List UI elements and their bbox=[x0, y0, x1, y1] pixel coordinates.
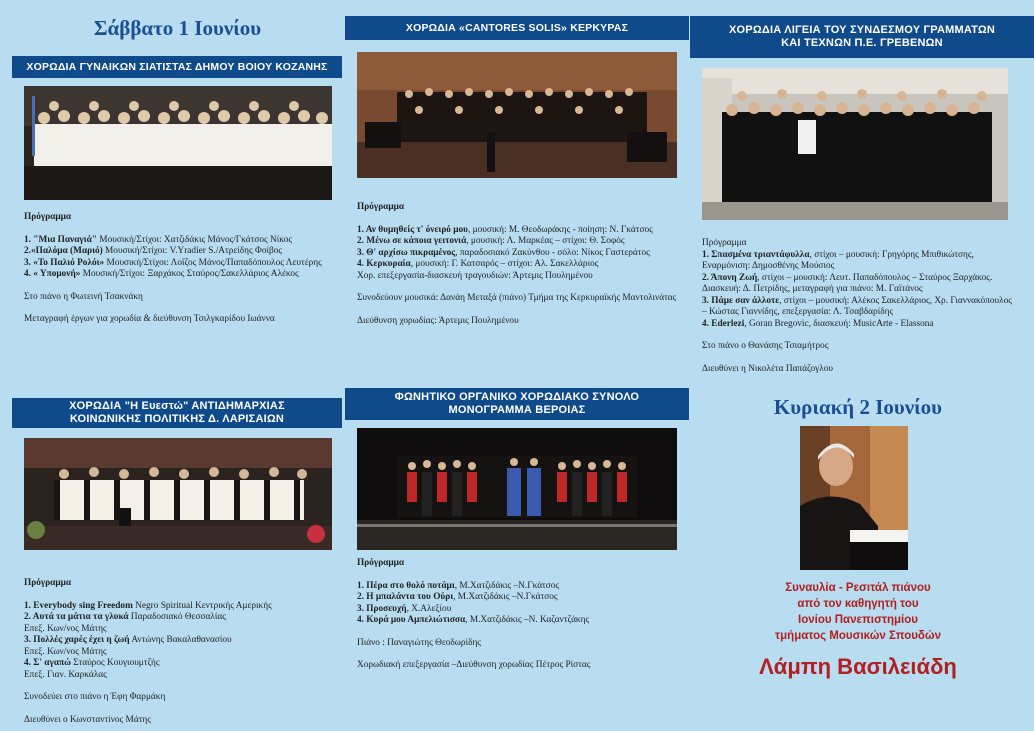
program-label: Πρόγραμμα bbox=[357, 202, 405, 212]
direction-credit: Διεύθυνση χορωδίας: Άρτεμις Πουλημένου bbox=[357, 315, 519, 326]
choir-photo-siatista bbox=[24, 86, 332, 200]
choir-photo-ligeia bbox=[702, 68, 1008, 220]
choir-banner-siatista: ΧΟΡΩΔΙΑ ΓΥΝΑΙΚΩΝ ΣΙΑΤΙΣΤΑΣ ΔΗΜΟΥ ΒΟΙΟΥ ΚΟΖΑΝΗΣ bbox=[12, 56, 342, 78]
program-item: 1. "Μια Παναγιά" Μουσική/Στίχοι: Χατζιδάκις Μάνος/Γκάτσος Νίκος bbox=[24, 234, 293, 245]
choir-banner-evesto bbox=[12, 398, 342, 428]
choir-photo-evesto bbox=[24, 438, 332, 550]
program-item: 2.«Παλόμα (Μαριό) Μουσική/Στίχοι: V.Yradier S./Ατρείδης Φοίβος bbox=[24, 246, 283, 256]
recital-line: Ιονίου Πανεπιστημίου bbox=[798, 614, 918, 626]
program-item: 3. Προσευχή, Χ.Αλεξίου bbox=[357, 603, 452, 614]
pianist-photo bbox=[800, 426, 908, 570]
program-item: 2. Αυτά τα μάτια τα γλυκά Παραδοσιακό Θεσσαλίας bbox=[24, 612, 226, 622]
direction-credit: Μεταγραφή έργων για χορωδία & διεύθυνση Τσιλγκαρίδου Ιωάννα bbox=[24, 314, 275, 324]
program-item-sub: Επεξ. Κων/νος Μάτης bbox=[24, 646, 107, 657]
choir-photo-cantores bbox=[357, 52, 677, 178]
program-item: 3. Θ' αρχίσω πικραμένος, παραδοσιακό Ζακύνθου - σόλο: Νίκος Γαστεράτος bbox=[357, 247, 650, 258]
program-evesto bbox=[24, 578, 336, 726]
recital-line: Συναυλία - Ρεσιτάλ πιάνου bbox=[785, 582, 931, 594]
choir-banner-ligeia bbox=[690, 16, 1034, 58]
choir-banner-cantores: ΧΟΡΩΔΙΑ «CANTORES SOLIS» ΚΕΡΚΥΡΑΣ bbox=[345, 16, 689, 40]
direction-credit: Διευθύνει η Νικολέτα Παπάζογλου bbox=[702, 363, 834, 374]
banner-line: ΧΟΡΩΔΙΑ ΛΙΓΕΙΑ ΤΟΥ ΣΥΝΔΕΣΜΟΥ ΓΡΑΜΜΑΤΩΝ bbox=[728, 24, 995, 36]
program-item: 4. Κερκυραία, μουσική: Γ. Κατσαρός – στίχοι: Αλ. Σακελλάριος bbox=[357, 259, 599, 269]
program-label: Πρόγραμμα bbox=[24, 212, 72, 222]
direction-credit: Διευθύνει ο Κωνσταντίνος Μάτης bbox=[24, 714, 151, 725]
piano-credit: Πιάνο : Παναγιώτης Θεοδωρίδης bbox=[357, 637, 481, 648]
banner-line: ΦΩΝΗΤΙΚΟ ΟΡΓΑΝΙΚΟ ΧΟΡΩΔΙΑΚΟ ΣΥΝΟΛΟ bbox=[394, 391, 640, 403]
program-item: 1. Αν θυμηθείς τ' όνειρό μου, μουσική: Μ. Θεοδωράκης - ποίηση: Ν. Γκάτσος bbox=[357, 224, 653, 235]
piano-credit: Συνοδεύει στο πιάνο η Έφη Φαρμάκη bbox=[24, 692, 166, 702]
banner-line: ΚΑΙ ΤΕΧΝΩΝ Π.Ε. ΓΡΕΒΕΝΩΝ bbox=[781, 37, 943, 49]
day-title-sunday: Κυριακή 2 Ιουνίου bbox=[773, 395, 943, 419]
program-ligeia bbox=[702, 238, 1018, 375]
banner-line: ΜΟΝΟΓΡΑΜΜΑ ΒΕΡΟΙΑΣ bbox=[448, 404, 586, 416]
banner-line: ΧΟΡΩΔΙΑ "Η Ευεστώ" ΑΝΤΙΔΗΜΑΡΧΙΑΣ bbox=[69, 400, 285, 412]
program-item: 2. Η μπαλάντα του Ούρι, Μ.Χατζιδάκις –Ν.Γκάτσος bbox=[357, 592, 558, 602]
program-label: Πρόγραμμα bbox=[24, 578, 72, 588]
program-item: 4. Σ' αγαπώ Σταύρος Κουγιουμτζής bbox=[24, 658, 160, 668]
program-item: 3. Πάμε σαν άλλοτε, στίχοι – μουσική: Αλέκος Σακελλάριος, Χρ. Γιαννακόπουλος – Κώστας Γιαννίδης, επεξεργασία: Λ. Τσαβδαρίδης bbox=[702, 295, 1012, 317]
program-item: 2. Άπονη Ζωή, στίχοι – μουσική: Λευτ. Παπαδόπουλος – Σταύρος Ξαρχάκος. Διασκευή: Δ. Πετρίδης, μεταγραφή για πιάνο: Μ. Γαϊτάνος bbox=[702, 272, 993, 294]
program-label: Πρόγραμμα bbox=[702, 238, 747, 248]
program-monogramma bbox=[357, 558, 679, 672]
choir-banner-monogramma bbox=[345, 388, 689, 420]
program-item: 3. «Το Παλιό Ρολόι» Μουσική/Στίχοι: Λοΐζος Μάνος/Παπαδόπουλος Λευτέρης bbox=[24, 257, 322, 268]
program-cantores bbox=[357, 202, 679, 327]
program-item: 4. « Υπομονή» Μουσική/Στίχοι: Ξαρχάκος Σταύρος/Σακελλάριος Αλέκος bbox=[24, 269, 299, 279]
recital-description bbox=[700, 580, 1016, 644]
banner-line: ΚΟΙΝΩΝΙΚΗΣ ΠΟΛΙΤΙΚΗΣ Δ. ΛΑΡΙΣΑΙΩΝ bbox=[69, 413, 285, 425]
piano-credit: Στο πιάνο ο Θανάσης Τσιαμήτρος bbox=[702, 341, 829, 351]
program-item: 2. Μένω σε κάποια γειτονιά, μουσική: Λ. Μαρκέας – στίχοι: Θ. Σοφός bbox=[357, 236, 625, 246]
day-title-saturday: Σάββατο 1 Ιουνίου bbox=[93, 16, 262, 40]
program-siatista bbox=[24, 212, 336, 326]
program-item: 1. Everybody sing Freedom Negro Spiritual Κεντρικής Αμερικής bbox=[24, 600, 272, 611]
program-label: Πρόγραμμα bbox=[357, 558, 405, 568]
program-item: 4. Κυρά μου Αμπελιώτισσα, Μ.Χατζιδάκις –Ν. Καζαντζάκης bbox=[357, 615, 590, 625]
program-item: 4. Ederlezi, Goran Bregovic, διασκευή: MusicArte - Elassona bbox=[702, 318, 934, 329]
recital-line: τμήματος Μουσικών Σπουδών bbox=[775, 630, 941, 642]
direction-credit: Χορωδιακή επεξεργασία –Διεύθυνση χορωδίας Πέτρος Ρίστας bbox=[357, 660, 591, 670]
piano-credit: Συνοδεύουν μουσικά: Δανάη Μεταξά (πιάνο) Τμήμα της Κερκυραϊκής Μαντολινάτας bbox=[357, 293, 677, 303]
program-item: 3. Πολλές χαρές έχει η ζωή Αντώνης Βακαλαθανασίου bbox=[24, 635, 232, 645]
pianist-name: Λάμπη Βασιλειάδη bbox=[759, 654, 957, 679]
piano-credit: Στο πιάνο η Φωτεινή Τσακνάκη bbox=[24, 291, 143, 302]
program-item-sub: Επεξ. Κων/νος Μάτης bbox=[24, 623, 107, 634]
program-item: 1. Πέρα στο θολό ποτάμι, Μ.Χατζιδάκις –Ν.Γκάτσος bbox=[357, 580, 560, 591]
program-item: 1. Σπασμένα τριαντάφυλλα, στίχοι – μουσική: Γρηγόρης Μπιθικώτσης, Εναρμόνιση: Δημοσθένης Μούσιος bbox=[702, 249, 974, 271]
choir-photo-monogramma bbox=[357, 428, 677, 550]
program-item-sub: Επεξ. Γιαν. Καρκάλας bbox=[24, 669, 107, 680]
recital-line: από τον καθηγητή του bbox=[797, 598, 919, 610]
program-item-sub: Χορ. επεξεργασία-διασκευή τραγουδιών: Άρτεμις Πουλημένου bbox=[357, 270, 593, 281]
